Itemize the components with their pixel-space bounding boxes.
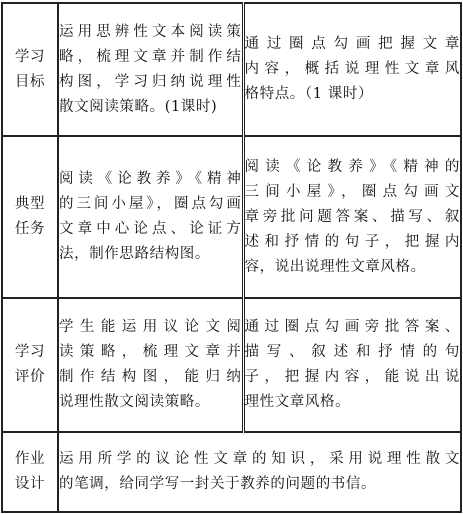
cell-line: 阅读《论教养》《精神的 xyxy=(244,158,460,175)
row-label-line: 目标 xyxy=(14,73,46,90)
cell-line: 内容，概括说理性文章风 xyxy=(244,61,460,77)
right-cell xyxy=(243,136,461,298)
cell-line: 格特点。（1 课时） xyxy=(244,86,374,102)
cell-line: 散文阅读策略。(1课时) xyxy=(59,98,218,115)
cell-line: 运用思辨性文本阅读策 xyxy=(59,23,242,40)
row-label xyxy=(2,298,58,432)
row-label-line: 作业 xyxy=(14,451,46,467)
homework-cell xyxy=(58,432,461,512)
left-cell xyxy=(58,136,243,298)
cell-line: 阅读《论教养》《精神 xyxy=(59,171,242,187)
cell-line: 运用所学的议论性文章的知识，采用说理性散文 xyxy=(59,451,460,467)
cell-line: 略，梳理文章并制作结 xyxy=(59,48,242,65)
row-label-line: 评价 xyxy=(14,369,46,385)
row-learning-evaluation xyxy=(2,298,461,432)
cell-line: 读策略，梳理文章并 xyxy=(59,344,242,360)
cell-line: 理性文章风格。 xyxy=(244,394,351,410)
left-cell xyxy=(58,3,243,136)
cell-line: 容，说出说理性文章风格。 xyxy=(244,258,426,275)
row-label-line: 设计 xyxy=(14,476,46,492)
cell-line: 子，把握内容，能说出说 xyxy=(244,369,460,385)
cell-line: 文章中心论点、论证方 xyxy=(59,221,242,237)
cell-line: 的三间小屋》，圈点勾画 xyxy=(59,196,242,212)
cell-line: 说理性散文阅读策略。 xyxy=(59,394,210,410)
cell-line: 制作结构图，能归纳 xyxy=(59,369,242,385)
right-cell xyxy=(243,3,461,136)
lesson-plan-table xyxy=(1,2,462,513)
cell-line: 的笔调，给同学写一封关于教养的问题的书信。 xyxy=(59,476,377,492)
cell-line: 学生能运用议论文阅 xyxy=(59,319,242,335)
cell-line: 述和抒情的句子，把握内 xyxy=(244,233,460,250)
row-learning-goals xyxy=(2,3,461,136)
row-label xyxy=(2,136,58,298)
right-cell xyxy=(243,298,461,432)
cell-line: 通过圈点勾画把握文章 xyxy=(244,36,460,52)
cell-line: 三间小屋》，圈点勾画文 xyxy=(244,183,460,200)
left-cell xyxy=(58,298,243,432)
row-label-line: 学习 xyxy=(14,344,46,360)
cell-line: 章旁批问题答案、描写、叙 xyxy=(244,208,460,225)
row-label xyxy=(2,432,58,512)
row-label-line: 典型 xyxy=(14,196,46,212)
row-typical-tasks xyxy=(2,136,461,298)
cell-line: 描写、叙述和抒情的句 xyxy=(244,344,460,360)
row-label-line: 学习 xyxy=(14,48,46,65)
cell-line: 法，制作思路结构图。 xyxy=(59,246,210,262)
row-label xyxy=(2,3,58,136)
row-label-line: 任务 xyxy=(14,221,46,237)
row-homework-design xyxy=(2,432,461,512)
cell-line: 通过圈点勾画旁批答案、 xyxy=(244,319,460,335)
cell-line: 构图，学习归纳说理性 xyxy=(59,73,242,90)
